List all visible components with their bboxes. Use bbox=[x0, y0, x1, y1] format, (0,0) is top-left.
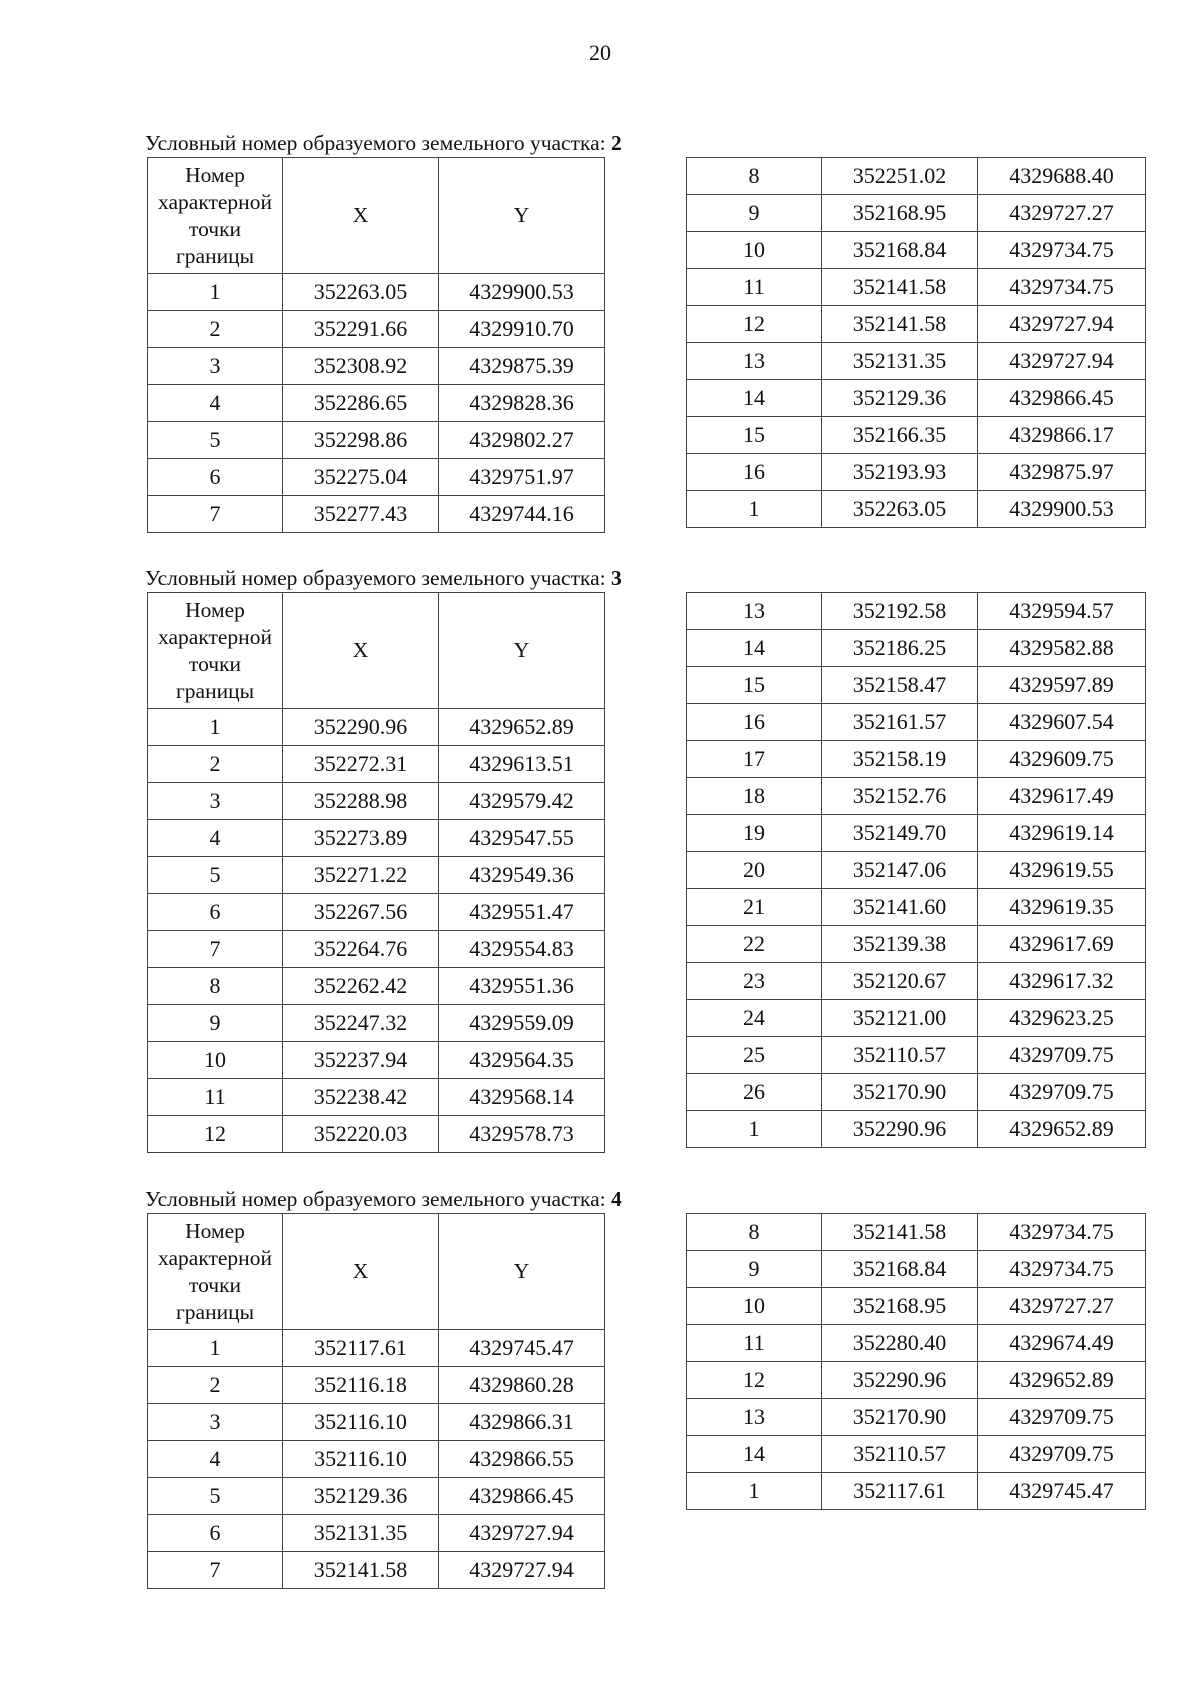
table-row bbox=[148, 1116, 605, 1153]
point-number-cell: 20 bbox=[687, 852, 822, 889]
y-coordinate-cell: 4329652.89 bbox=[978, 1362, 1146, 1399]
header-y: Y bbox=[439, 1214, 605, 1330]
y-coordinate-cell: 4329652.89 bbox=[439, 709, 605, 746]
point-number-cell: 9 bbox=[148, 1005, 283, 1042]
point-number-cell: 4 bbox=[148, 820, 283, 857]
x-coordinate-cell: 352158.47 bbox=[822, 667, 978, 704]
table-row bbox=[687, 454, 1146, 491]
point-number-cell: 19 bbox=[687, 815, 822, 852]
parcel-title-label: Условный номер образуемого земельного участка: bbox=[145, 131, 611, 155]
point-number-cell: 6 bbox=[148, 459, 283, 496]
table-row bbox=[148, 783, 605, 820]
header-point-number: Номер характерной точки границы bbox=[148, 593, 283, 709]
y-coordinate-cell: 4329751.97 bbox=[439, 459, 605, 496]
y-coordinate-cell: 4329727.27 bbox=[978, 1288, 1146, 1325]
y-coordinate-cell: 4329623.25 bbox=[978, 1000, 1146, 1037]
x-coordinate-cell: 352273.89 bbox=[283, 820, 439, 857]
point-number-cell: 3 bbox=[148, 348, 283, 385]
y-coordinate-cell: 4329617.49 bbox=[978, 778, 1146, 815]
y-coordinate-cell: 4329582.88 bbox=[978, 630, 1146, 667]
table-row bbox=[687, 1362, 1146, 1399]
y-coordinate-cell: 4329734.75 bbox=[978, 269, 1146, 306]
y-coordinate-cell: 4329734.75 bbox=[978, 232, 1146, 269]
y-coordinate-cell: 4329617.32 bbox=[978, 963, 1146, 1000]
y-coordinate-cell: 4329674.49 bbox=[978, 1325, 1146, 1362]
coordinates-table-right bbox=[686, 1213, 1146, 1510]
point-number-cell: 15 bbox=[687, 667, 822, 704]
x-coordinate-cell: 352272.31 bbox=[283, 746, 439, 783]
table-row bbox=[687, 593, 1146, 630]
y-coordinate-cell: 4329802.27 bbox=[439, 422, 605, 459]
parcel-title bbox=[145, 1186, 622, 1212]
table-row bbox=[687, 1074, 1146, 1111]
parcel-title bbox=[145, 565, 622, 591]
point-number-cell: 14 bbox=[687, 380, 822, 417]
point-number-cell: 25 bbox=[687, 1037, 822, 1074]
point-number-cell: 16 bbox=[687, 704, 822, 741]
table-row bbox=[687, 158, 1146, 195]
point-number-cell: 5 bbox=[148, 857, 283, 894]
point-number-cell: 1 bbox=[687, 1111, 822, 1148]
x-coordinate-cell: 352290.96 bbox=[283, 709, 439, 746]
header-row bbox=[148, 158, 605, 274]
point-number-cell: 11 bbox=[687, 269, 822, 306]
table-row bbox=[148, 1005, 605, 1042]
table-row bbox=[687, 889, 1146, 926]
y-coordinate-cell: 4329709.75 bbox=[978, 1037, 1146, 1074]
y-coordinate-cell: 4329910.70 bbox=[439, 311, 605, 348]
header-x: X bbox=[283, 158, 439, 274]
table-row bbox=[687, 1436, 1146, 1473]
table-row bbox=[687, 417, 1146, 454]
y-coordinate-cell: 4329617.69 bbox=[978, 926, 1146, 963]
point-number-cell: 9 bbox=[687, 195, 822, 232]
x-coordinate-cell: 352247.32 bbox=[283, 1005, 439, 1042]
x-coordinate-cell: 352298.86 bbox=[283, 422, 439, 459]
x-coordinate-cell: 352117.61 bbox=[822, 1473, 978, 1510]
y-coordinate-cell: 4329568.14 bbox=[439, 1079, 605, 1116]
table-row bbox=[687, 1399, 1146, 1436]
point-number-cell: 24 bbox=[687, 1000, 822, 1037]
y-coordinate-cell: 4329619.35 bbox=[978, 889, 1146, 926]
y-coordinate-cell: 4329554.83 bbox=[439, 931, 605, 968]
point-number-cell: 13 bbox=[687, 343, 822, 380]
y-coordinate-cell: 4329900.53 bbox=[978, 491, 1146, 528]
table-row bbox=[687, 815, 1146, 852]
point-number-cell: 3 bbox=[148, 783, 283, 820]
x-coordinate-cell: 352139.38 bbox=[822, 926, 978, 963]
x-coordinate-cell: 352168.95 bbox=[822, 1288, 978, 1325]
point-number-cell: 7 bbox=[148, 931, 283, 968]
table-row bbox=[148, 348, 605, 385]
point-number-cell: 21 bbox=[687, 889, 822, 926]
point-number-cell: 2 bbox=[148, 746, 283, 783]
point-number-cell: 14 bbox=[687, 630, 822, 667]
table-row bbox=[148, 1552, 605, 1589]
y-coordinate-cell: 4329875.39 bbox=[439, 348, 605, 385]
y-coordinate-cell: 4329619.55 bbox=[978, 852, 1146, 889]
x-coordinate-cell: 352238.42 bbox=[283, 1079, 439, 1116]
x-coordinate-cell: 352170.90 bbox=[822, 1399, 978, 1436]
x-coordinate-cell: 352290.96 bbox=[822, 1362, 978, 1399]
x-coordinate-cell: 352237.94 bbox=[283, 1042, 439, 1079]
point-number-cell: 1 bbox=[687, 491, 822, 528]
table-row bbox=[687, 852, 1146, 889]
point-number-cell: 23 bbox=[687, 963, 822, 1000]
x-coordinate-cell: 352168.84 bbox=[822, 1251, 978, 1288]
y-coordinate-cell: 4329734.75 bbox=[978, 1251, 1146, 1288]
point-number-cell: 2 bbox=[148, 311, 283, 348]
header-row bbox=[148, 1214, 605, 1330]
x-coordinate-cell: 352262.42 bbox=[283, 968, 439, 1005]
x-coordinate-cell: 352166.35 bbox=[822, 417, 978, 454]
point-number-cell: 11 bbox=[148, 1079, 283, 1116]
table-row bbox=[687, 195, 1146, 232]
table-row bbox=[148, 274, 605, 311]
point-number-cell: 12 bbox=[148, 1116, 283, 1153]
point-number-cell: 17 bbox=[687, 741, 822, 778]
y-coordinate-cell: 4329551.36 bbox=[439, 968, 605, 1005]
y-coordinate-cell: 4329745.47 bbox=[978, 1473, 1146, 1510]
header-y: Y bbox=[439, 593, 605, 709]
table-row bbox=[687, 1288, 1146, 1325]
x-coordinate-cell: 352290.96 bbox=[822, 1111, 978, 1148]
header-row bbox=[148, 593, 605, 709]
table-row bbox=[148, 1404, 605, 1441]
point-number-cell: 16 bbox=[687, 454, 822, 491]
parcel-number: 2 bbox=[611, 131, 622, 155]
x-coordinate-cell: 352170.90 bbox=[822, 1074, 978, 1111]
header-x: X bbox=[283, 593, 439, 709]
y-coordinate-cell: 4329594.57 bbox=[978, 593, 1146, 630]
y-coordinate-cell: 4329866.55 bbox=[439, 1441, 605, 1478]
parcel-number: 4 bbox=[611, 1187, 622, 1211]
x-coordinate-cell: 352271.22 bbox=[283, 857, 439, 894]
x-coordinate-cell: 352192.58 bbox=[822, 593, 978, 630]
y-coordinate-cell: 4329709.75 bbox=[978, 1074, 1146, 1111]
y-coordinate-cell: 4329727.94 bbox=[978, 343, 1146, 380]
y-coordinate-cell: 4329866.45 bbox=[439, 1478, 605, 1515]
x-coordinate-cell: 352264.76 bbox=[283, 931, 439, 968]
table-row bbox=[148, 311, 605, 348]
y-coordinate-cell: 4329709.75 bbox=[978, 1436, 1146, 1473]
y-coordinate-cell: 4329860.28 bbox=[439, 1367, 605, 1404]
x-coordinate-cell: 352277.43 bbox=[283, 496, 439, 533]
y-coordinate-cell: 4329866.45 bbox=[978, 380, 1146, 417]
coordinates-table-right bbox=[686, 157, 1146, 528]
x-coordinate-cell: 352116.18 bbox=[283, 1367, 439, 1404]
y-coordinate-cell: 4329597.89 bbox=[978, 667, 1146, 704]
table-row bbox=[687, 1000, 1146, 1037]
table-row bbox=[687, 667, 1146, 704]
x-coordinate-cell: 352116.10 bbox=[283, 1441, 439, 1478]
table-row bbox=[148, 820, 605, 857]
table-row bbox=[148, 857, 605, 894]
x-coordinate-cell: 352141.58 bbox=[822, 306, 978, 343]
x-coordinate-cell: 352168.84 bbox=[822, 232, 978, 269]
table-row bbox=[687, 630, 1146, 667]
x-coordinate-cell: 352220.03 bbox=[283, 1116, 439, 1153]
point-number-cell: 6 bbox=[148, 1515, 283, 1552]
point-number-cell: 13 bbox=[687, 593, 822, 630]
parcel-number: 3 bbox=[611, 566, 622, 590]
x-coordinate-cell: 352186.25 bbox=[822, 630, 978, 667]
point-number-cell: 6 bbox=[148, 894, 283, 931]
table-row bbox=[148, 459, 605, 496]
coordinates-table-left bbox=[147, 1213, 605, 1589]
point-number-cell: 2 bbox=[148, 1367, 283, 1404]
y-coordinate-cell: 4329549.36 bbox=[439, 857, 605, 894]
table-row bbox=[148, 496, 605, 533]
point-number-cell: 10 bbox=[148, 1042, 283, 1079]
table-row bbox=[687, 269, 1146, 306]
x-coordinate-cell: 352141.60 bbox=[822, 889, 978, 926]
x-coordinate-cell: 352131.35 bbox=[283, 1515, 439, 1552]
point-number-cell: 1 bbox=[148, 709, 283, 746]
table-row bbox=[148, 746, 605, 783]
x-coordinate-cell: 352168.95 bbox=[822, 195, 978, 232]
x-coordinate-cell: 352288.98 bbox=[283, 783, 439, 820]
point-number-cell: 4 bbox=[148, 1441, 283, 1478]
y-coordinate-cell: 4329547.55 bbox=[439, 820, 605, 857]
x-coordinate-cell: 352280.40 bbox=[822, 1325, 978, 1362]
table-row bbox=[687, 741, 1146, 778]
parcel-title-label: Условный номер образуемого земельного участка: bbox=[145, 1187, 611, 1211]
table-row bbox=[687, 1325, 1146, 1362]
y-coordinate-cell: 4329734.75 bbox=[978, 1214, 1146, 1251]
y-coordinate-cell: 4329727.94 bbox=[978, 306, 1146, 343]
point-number-cell: 9 bbox=[687, 1251, 822, 1288]
x-coordinate-cell: 352110.57 bbox=[822, 1436, 978, 1473]
table-row bbox=[148, 1079, 605, 1116]
table-row bbox=[148, 1042, 605, 1079]
table-row bbox=[687, 380, 1146, 417]
x-coordinate-cell: 352120.67 bbox=[822, 963, 978, 1000]
point-number-cell: 4 bbox=[148, 385, 283, 422]
x-coordinate-cell: 352149.70 bbox=[822, 815, 978, 852]
y-coordinate-cell: 4329551.47 bbox=[439, 894, 605, 931]
x-coordinate-cell: 352147.06 bbox=[822, 852, 978, 889]
point-number-cell: 8 bbox=[687, 1214, 822, 1251]
point-number-cell: 7 bbox=[148, 496, 283, 533]
point-number-cell: 15 bbox=[687, 417, 822, 454]
table-row bbox=[148, 1515, 605, 1552]
y-coordinate-cell: 4329559.09 bbox=[439, 1005, 605, 1042]
y-coordinate-cell: 4329875.97 bbox=[978, 454, 1146, 491]
x-coordinate-cell: 352141.58 bbox=[283, 1552, 439, 1589]
parcel-title bbox=[145, 130, 622, 156]
x-coordinate-cell: 352141.58 bbox=[822, 269, 978, 306]
x-coordinate-cell: 352158.19 bbox=[822, 741, 978, 778]
point-number-cell: 22 bbox=[687, 926, 822, 963]
point-number-cell: 1 bbox=[148, 274, 283, 311]
point-number-cell: 13 bbox=[687, 1399, 822, 1436]
table-row bbox=[687, 1251, 1146, 1288]
table-row bbox=[148, 1441, 605, 1478]
point-number-cell: 1 bbox=[687, 1473, 822, 1510]
point-number-cell: 11 bbox=[687, 1325, 822, 1362]
page-number: 20 bbox=[589, 40, 611, 65]
y-coordinate-cell: 4329613.51 bbox=[439, 746, 605, 783]
point-number-cell: 1 bbox=[148, 1330, 283, 1367]
x-coordinate-cell: 352193.93 bbox=[822, 454, 978, 491]
table-row bbox=[148, 894, 605, 931]
y-coordinate-cell: 4329866.31 bbox=[439, 1404, 605, 1441]
y-coordinate-cell: 4329866.17 bbox=[978, 417, 1146, 454]
y-coordinate-cell: 4329578.73 bbox=[439, 1116, 605, 1153]
table-row bbox=[687, 926, 1146, 963]
table-row bbox=[687, 491, 1146, 528]
y-coordinate-cell: 4329727.94 bbox=[439, 1515, 605, 1552]
table-row bbox=[687, 704, 1146, 741]
y-coordinate-cell: 4329745.47 bbox=[439, 1330, 605, 1367]
table-row bbox=[687, 343, 1146, 380]
x-coordinate-cell: 352263.05 bbox=[822, 491, 978, 528]
y-coordinate-cell: 4329727.94 bbox=[439, 1552, 605, 1589]
table-row bbox=[148, 385, 605, 422]
y-coordinate-cell: 4329609.75 bbox=[978, 741, 1146, 778]
y-coordinate-cell: 4329900.53 bbox=[439, 274, 605, 311]
x-coordinate-cell: 352110.57 bbox=[822, 1037, 978, 1074]
table-row bbox=[687, 306, 1146, 343]
table-row bbox=[148, 1478, 605, 1515]
x-coordinate-cell: 352129.36 bbox=[822, 380, 978, 417]
header-point-number: Номер характерной точки границы bbox=[148, 1214, 283, 1330]
table-row bbox=[148, 968, 605, 1005]
coordinates-table-left bbox=[147, 592, 605, 1153]
table-row bbox=[148, 1367, 605, 1404]
y-coordinate-cell: 4329744.16 bbox=[439, 496, 605, 533]
point-number-cell: 5 bbox=[148, 422, 283, 459]
x-coordinate-cell: 352117.61 bbox=[283, 1330, 439, 1367]
table-row bbox=[687, 963, 1146, 1000]
table-row bbox=[148, 931, 605, 968]
point-number-cell: 18 bbox=[687, 778, 822, 815]
coordinates-table-left bbox=[147, 157, 605, 533]
y-coordinate-cell: 4329828.36 bbox=[439, 385, 605, 422]
table-row bbox=[687, 1473, 1146, 1510]
point-number-cell: 3 bbox=[148, 1404, 283, 1441]
point-number-cell: 10 bbox=[687, 1288, 822, 1325]
x-coordinate-cell: 352308.92 bbox=[283, 348, 439, 385]
x-coordinate-cell: 352129.36 bbox=[283, 1478, 439, 1515]
header-x: X bbox=[283, 1214, 439, 1330]
table-row bbox=[148, 1330, 605, 1367]
x-coordinate-cell: 352291.66 bbox=[283, 311, 439, 348]
y-coordinate-cell: 4329727.27 bbox=[978, 195, 1146, 232]
point-number-cell: 8 bbox=[687, 158, 822, 195]
point-number-cell: 26 bbox=[687, 1074, 822, 1111]
table-row bbox=[687, 232, 1146, 269]
y-coordinate-cell: 4329652.89 bbox=[978, 1111, 1146, 1148]
table-row bbox=[687, 1214, 1146, 1251]
point-number-cell: 5 bbox=[148, 1478, 283, 1515]
point-number-cell: 7 bbox=[148, 1552, 283, 1589]
x-coordinate-cell: 352116.10 bbox=[283, 1404, 439, 1441]
x-coordinate-cell: 352161.57 bbox=[822, 704, 978, 741]
x-coordinate-cell: 352263.05 bbox=[283, 274, 439, 311]
table-row bbox=[148, 709, 605, 746]
point-number-cell: 10 bbox=[687, 232, 822, 269]
x-coordinate-cell: 352286.65 bbox=[283, 385, 439, 422]
x-coordinate-cell: 352131.35 bbox=[822, 343, 978, 380]
x-coordinate-cell: 352141.58 bbox=[822, 1214, 978, 1251]
point-number-cell: 8 bbox=[148, 968, 283, 1005]
header-y: Y bbox=[439, 158, 605, 274]
x-coordinate-cell: 352267.56 bbox=[283, 894, 439, 931]
table-row bbox=[687, 1037, 1146, 1074]
x-coordinate-cell: 352275.04 bbox=[283, 459, 439, 496]
point-number-cell: 12 bbox=[687, 1362, 822, 1399]
point-number-cell: 12 bbox=[687, 306, 822, 343]
header-point-number: Номер характерной точки границы bbox=[148, 158, 283, 274]
y-coordinate-cell: 4329564.35 bbox=[439, 1042, 605, 1079]
point-number-cell: 14 bbox=[687, 1436, 822, 1473]
coordinates-table-right bbox=[686, 592, 1146, 1148]
y-coordinate-cell: 4329607.54 bbox=[978, 704, 1146, 741]
table-row bbox=[148, 422, 605, 459]
x-coordinate-cell: 352251.02 bbox=[822, 158, 978, 195]
y-coordinate-cell: 4329709.75 bbox=[978, 1399, 1146, 1436]
y-coordinate-cell: 4329688.40 bbox=[978, 158, 1146, 195]
x-coordinate-cell: 352121.00 bbox=[822, 1000, 978, 1037]
table-row bbox=[687, 1111, 1146, 1148]
y-coordinate-cell: 4329579.42 bbox=[439, 783, 605, 820]
table-row bbox=[687, 778, 1146, 815]
y-coordinate-cell: 4329619.14 bbox=[978, 815, 1146, 852]
parcel-title-label: Условный номер образуемого земельного участка: bbox=[145, 566, 611, 590]
x-coordinate-cell: 352152.76 bbox=[822, 778, 978, 815]
